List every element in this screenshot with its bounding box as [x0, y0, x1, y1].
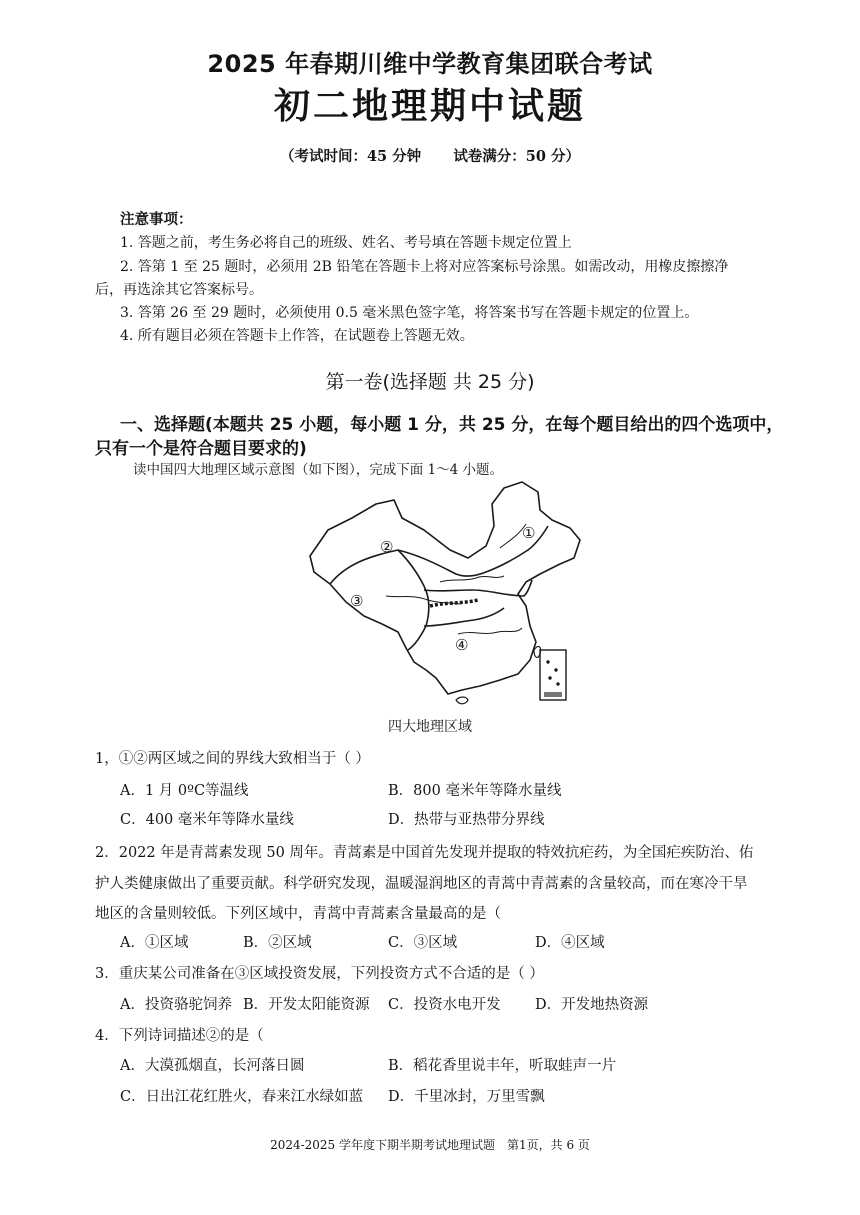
question-2-stem-line: 2．2022 年是青蒿素发现 50 周年。青蒿素是中国首先发现并提取的特效抗疟药，为全国疟疾防治、佑 — [95, 845, 754, 861]
question-2-stem-line: 地区的含量则较低。下列区域中，青蒿中青蒿素含量最高的是（ — [95, 906, 501, 922]
exam-line: 2025 年春期川维中学教育集团联合考试 — [207, 50, 653, 78]
note-item: 4. 所有题目必须在答题卡上作答，在试题卷上答题无效。 — [120, 328, 474, 344]
question-3-stem: 3．重庆某公司准备在③区域投资发展，下列投资方式不合适的是（ ） — [95, 966, 544, 982]
part-heading-line2: 只有一个是符合题目要求的) — [95, 439, 307, 459]
q3-option-d: D．开发地热资源 — [535, 997, 649, 1013]
map-intro: 读中国四大地理区域示意图（如下图），完成下面 1～4 小题。 — [133, 462, 504, 478]
time-info: （考试时间：45 分钟 — [279, 148, 422, 165]
note-item: 3. 答第 26 至 29 题时，必须使用 0.5 毫米黑色签字笔，将答案书写在答题卡规定的位置上。 — [120, 305, 699, 321]
q4-option-c: C．日出江花红胜火，春来江水绿如蓝 — [120, 1089, 364, 1105]
note-item: 2. 答第 1 至 25 题时，必须用 2B 铅笔在答题卡上将对应答案标号涂黑。如需改动，用橡皮擦擦净 — [120, 259, 729, 275]
q3-option-c: C．投资水电开发 — [388, 997, 501, 1013]
q3-option-a: A．投资骆驼饲养 — [120, 997, 232, 1013]
hainan-island — [456, 697, 468, 704]
q2-option-c: C．③区域 — [388, 935, 458, 951]
q4-option-b: B．稻花香里说丰年，听取蛙声一片 — [388, 1058, 617, 1074]
question-4-stem: 4．下列诗词描述②的是（ — [95, 1028, 264, 1044]
q1-option-b: B．800 毫米年等降水量线 — [388, 783, 562, 799]
region-label-4: ④ — [455, 636, 469, 654]
note-item: 1. 答题之前，考生务必将自己的班级、姓名、考号填在答题卡规定位置上 — [120, 235, 572, 251]
question-2-stem-line: 护人类健康做出了重要贡献。科学研究发现，温暖湿润地区的青蒿中青蒿素的含量较高，而在寒冷干旱 — [95, 876, 748, 892]
notes-heading: 注意事项： — [120, 211, 193, 228]
q1-option-a: A．1 月 0ºC等温线 — [120, 783, 249, 799]
q1-option-d: D．热带与亚热带分界线 — [388, 812, 545, 828]
q2-option-d: D．④区域 — [535, 935, 605, 951]
score-info: 试卷满分：50 分） — [453, 148, 581, 165]
river-c — [458, 628, 522, 634]
note-item: 后，再选涂其它答案标号。 — [95, 282, 263, 298]
q2-option-a: A．①区域 — [120, 935, 189, 951]
south-china-sea-inset — [540, 650, 566, 700]
region-label-2: ② — [380, 538, 394, 556]
boundary-south-west — [424, 608, 504, 626]
q3-option-b: B．开发太阳能资源 — [243, 997, 370, 1013]
q4-option-d: D．千里冰封，万里雪飘 — [388, 1089, 545, 1105]
region-label-3: ③ — [350, 592, 364, 610]
river-a — [440, 576, 504, 582]
question-1-stem: 1，①②两区域之间的界线大致相当于（ ） — [95, 751, 370, 767]
section-title: 第一卷(选择题 共 25 分) — [325, 371, 535, 393]
page-footer: 2024-2025 学年度下期半期考试地理试题 第1页，共 6 页 — [270, 1138, 590, 1152]
q2-option-b: B．②区域 — [243, 935, 312, 951]
region-label-1: ① — [522, 524, 536, 542]
exam-info — [0, 145, 860, 166]
map-caption: 四大地理区域 — [388, 719, 472, 735]
china-regions-map — [290, 478, 600, 708]
q1-option-c: C．400 毫米年等降水量线 — [120, 812, 294, 828]
part-heading-line1: 一、选择题(本题共 25 小题，每小题 1 分，共 25 分，在每个题目给出的四个选项中， — [120, 415, 784, 435]
q4-option-a: A．大漠孤烟直，长河落日圆 — [120, 1058, 305, 1074]
river-b — [386, 596, 460, 604]
page-title: 初二地理期中试题 — [273, 86, 586, 127]
